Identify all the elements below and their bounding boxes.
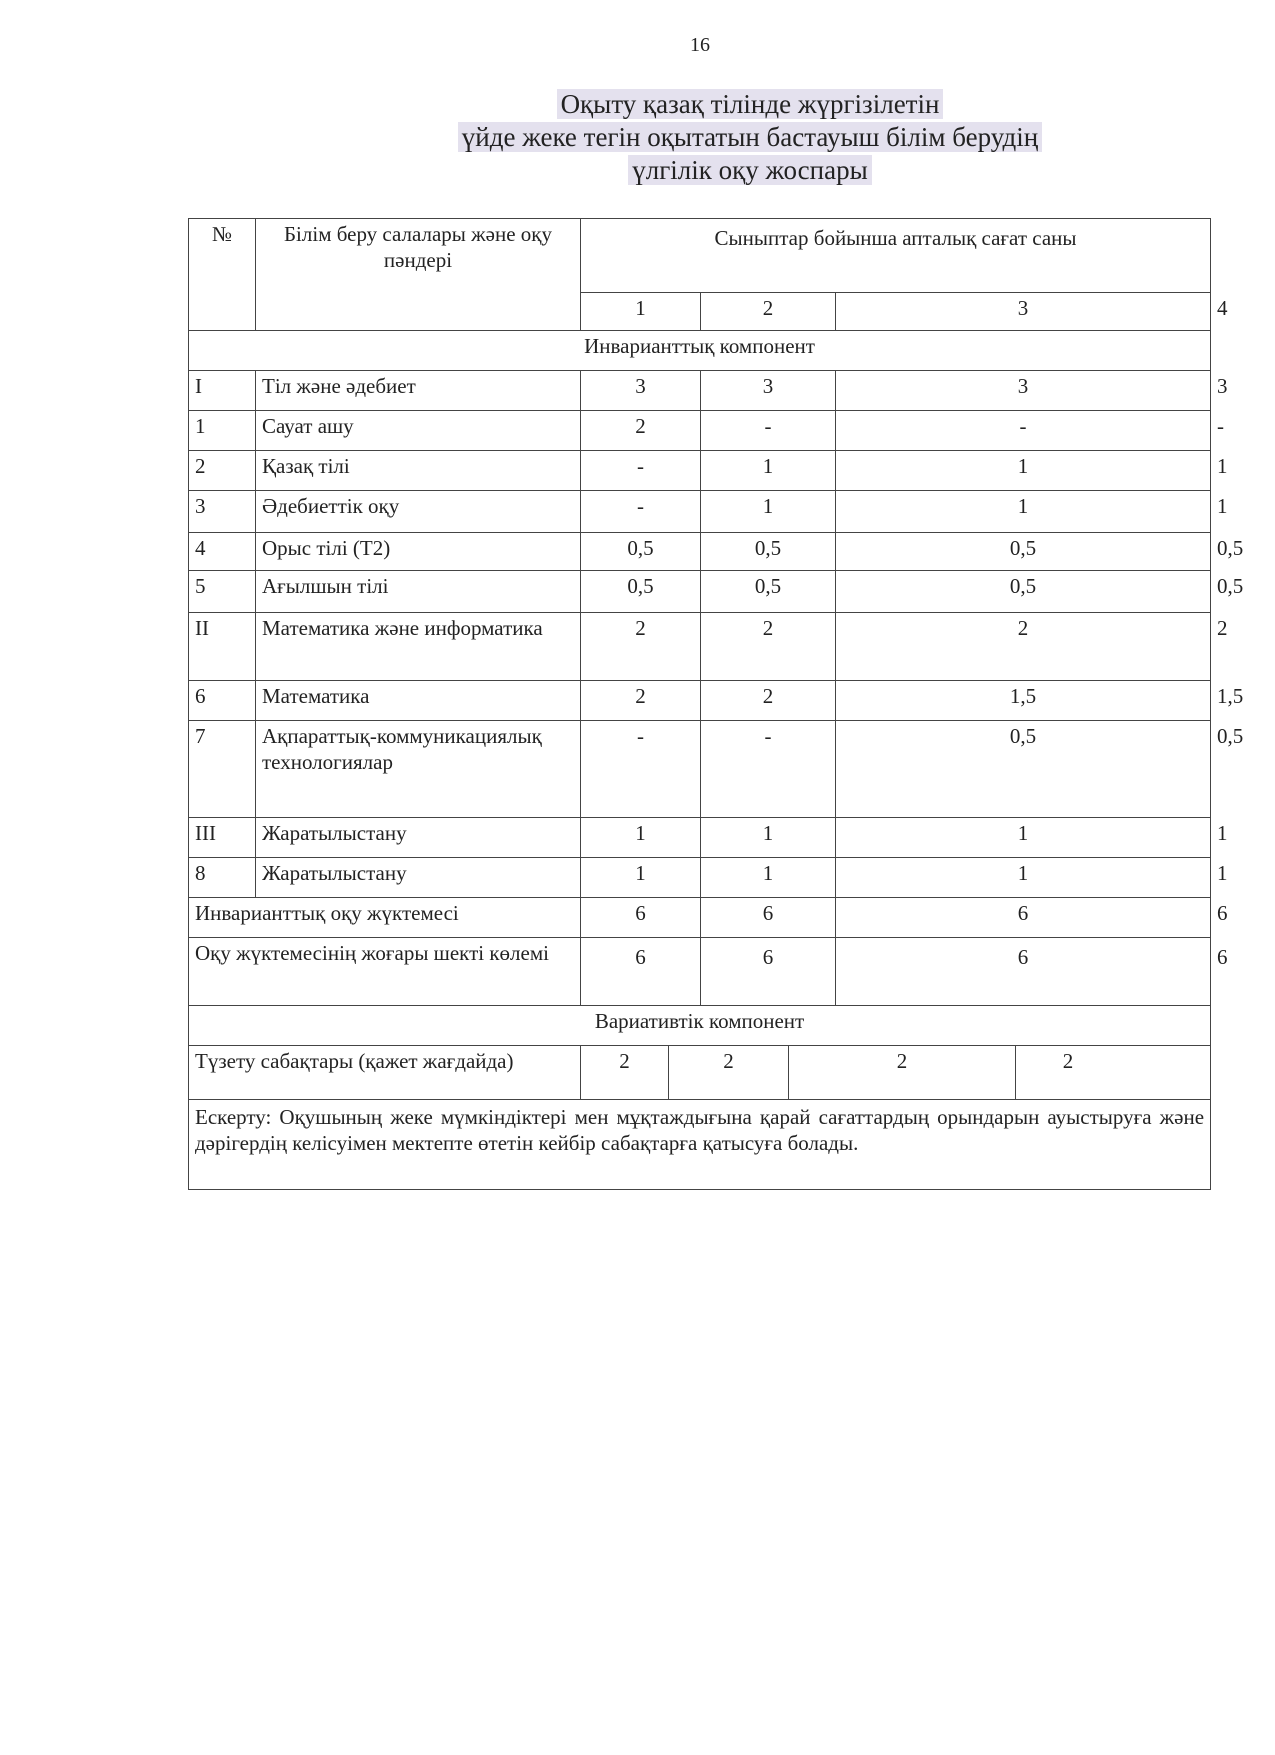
row-subject: Қазақ тілі: [256, 451, 581, 491]
grade-1: 1: [581, 293, 701, 331]
row-number: I: [189, 371, 256, 411]
row-subject: Ағылшын тілі: [256, 571, 581, 613]
invariant-load-label: Инварианттық оқу жүктемесі: [189, 898, 581, 938]
table-row: II Математика және информатика 2 2 2 2: [189, 613, 1211, 681]
row-value: 0,5: [701, 571, 836, 613]
row-value: 2: [701, 613, 836, 681]
header-number: №: [189, 219, 256, 331]
section-row-invariant: [189, 331, 1211, 371]
max-load-row: Оқу жүктемесінің жоғары шекті көлемі 6 6 6 6: [189, 938, 1211, 1006]
correction-value: 2: [1062, 1049, 1074, 1073]
grades-row: 1 2 3 4: [189, 293, 1211, 331]
invariant-load-value: 6: [701, 898, 836, 938]
row-value: 0,5: [581, 533, 701, 571]
max-load-value: 6: [581, 938, 701, 1006]
row-value: 0,5: [836, 571, 1211, 613]
grade-2: 2: [701, 293, 836, 331]
correction-row: [189, 1046, 1211, 1100]
row-subject: Жаратылыстану: [256, 858, 581, 898]
row-value: 2: [701, 681, 836, 721]
correction-value: 2: [789, 1046, 1016, 1100]
row-number: 6: [189, 681, 256, 721]
table-row: 7 Ақпараттық-коммуникациялық технологиялар - - 0,5 0,5: [189, 721, 1211, 818]
section-row-variative: [189, 1006, 1211, 1046]
row-value: -: [581, 721, 701, 818]
table-row: I Тіл және әдебиет 3 3 3 3: [189, 371, 1211, 411]
note: Ескерту: Оқушының жеке мүмкіндіктері мен мұқтаждығына қарай сағаттардың орындарын ауыстыруға және дәрігердің келісуімен мектепте өтетін кейбір сабақтарға қатысуға болады.: [189, 1100, 1211, 1190]
max-load-label: Оқу жүктемесінің жоғары шекті көлемі: [189, 938, 581, 1006]
section-invariant: Инварианттық компонент: [189, 331, 1211, 371]
row-number: 2: [189, 451, 256, 491]
row-value: 1,5: [836, 681, 1211, 721]
title-line-1: Оқыту қазақ тілінде жүргізілетін: [557, 89, 944, 119]
row-value: 1: [581, 818, 701, 858]
invariant-load-value: 6: [581, 898, 701, 938]
row-subject: Тіл және әдебиет: [256, 371, 581, 411]
max-load-value: 6: [701, 938, 836, 1006]
table-row: 8 Жаратылыстану 1 1 1 1: [189, 858, 1211, 898]
row-subject: Әдебиеттік оқу: [256, 491, 581, 533]
note-row: [189, 1100, 1211, 1190]
row-value: 2: [581, 613, 701, 681]
row-number: 1: [189, 411, 256, 451]
row-number: III: [189, 818, 256, 858]
table-row: 4 Орыс тілі (Т2) 0,5 0,5 0,5 0,5: [189, 533, 1211, 571]
row-value: 0,5: [701, 533, 836, 571]
max-load-value: 6: [836, 938, 1211, 1006]
title-line-3: үлгілік оқу жоспары: [628, 155, 871, 185]
table-row: III Жаратылыстану 1 1 1 1: [189, 818, 1211, 858]
row-value: 1: [701, 818, 836, 858]
row-value: 0,5: [836, 721, 1211, 818]
title-line-2: үйде жеке тегін оқытатын бастауыш білім берудің: [458, 122, 1042, 152]
row-number: 5: [189, 571, 256, 613]
correction-label: Түзету сабақтары (қажет жағдайда): [189, 1046, 581, 1100]
header-weekly-hours: Сыныптар бойынша апталық сағат саны: [581, 219, 1211, 293]
row-value: 1: [581, 858, 701, 898]
table-row: 3 Әдебиеттік оқу - 1 1 1: [189, 491, 1211, 533]
row-value: -: [836, 411, 1211, 451]
table-row: 2 Қазақ тілі - 1 1 1: [189, 451, 1211, 491]
row-value: 1: [836, 451, 1211, 491]
row-value: 2: [581, 411, 701, 451]
row-value: 1: [836, 491, 1211, 533]
row-value: 1: [701, 451, 836, 491]
row-subject: Математика және информатика: [256, 613, 581, 681]
page-number: 16: [690, 34, 710, 56]
row-value: 3: [581, 371, 701, 411]
row-value: 1: [701, 491, 836, 533]
document-title: [420, 88, 1080, 187]
section-variative: Вариативтік компонент: [189, 1006, 1211, 1046]
table-row: 5 Ағылшын тілі 0,5 0,5 0,5 0,5: [189, 571, 1211, 613]
row-value: 1: [836, 818, 1211, 858]
table-row: 6 Математика 2 2 1,5 1,5: [189, 681, 1211, 721]
row-value: 2: [836, 613, 1211, 681]
row-subject: Орыс тілі (Т2): [256, 533, 581, 571]
row-subject: Жаратылыстану: [256, 818, 581, 858]
row-value: -: [701, 721, 836, 818]
row-number: 7: [189, 721, 256, 818]
correction-value: 2: [669, 1046, 789, 1100]
header-row: [189, 219, 1211, 293]
row-subject: Математика: [256, 681, 581, 721]
row-value: 1: [836, 858, 1211, 898]
row-subject: Ақпараттық-коммуникациялық технологиялар: [256, 721, 581, 818]
row-number: 8: [189, 858, 256, 898]
row-value: 3: [836, 371, 1211, 411]
row-value: 0,5: [836, 533, 1211, 571]
table-row: 1 Сауат ашу 2 - - -: [189, 411, 1211, 451]
correction-value: 2: [581, 1046, 669, 1100]
grade-3: 3: [836, 293, 1211, 331]
correction-value-wide: [1016, 1046, 1211, 1100]
row-value: -: [581, 491, 701, 533]
row-value: 0,5: [581, 571, 701, 613]
row-number: 4: [189, 533, 256, 571]
invariant-load-row: Инварианттық оқу жүктемесі 6 6 6 6: [189, 898, 1211, 938]
row-value: 2: [581, 681, 701, 721]
row-value: -: [701, 411, 836, 451]
invariant-load-value: 6: [836, 898, 1211, 938]
row-value: -: [581, 451, 701, 491]
row-number: II: [189, 613, 256, 681]
curriculum-table: [188, 218, 1244, 1190]
row-number: 3: [189, 491, 256, 533]
header-subject: Білім беру салалары және оқу пәндері: [256, 219, 581, 331]
row-value: 3: [701, 371, 836, 411]
row-value: 1: [701, 858, 836, 898]
row-subject: Сауат ашу: [256, 411, 581, 451]
